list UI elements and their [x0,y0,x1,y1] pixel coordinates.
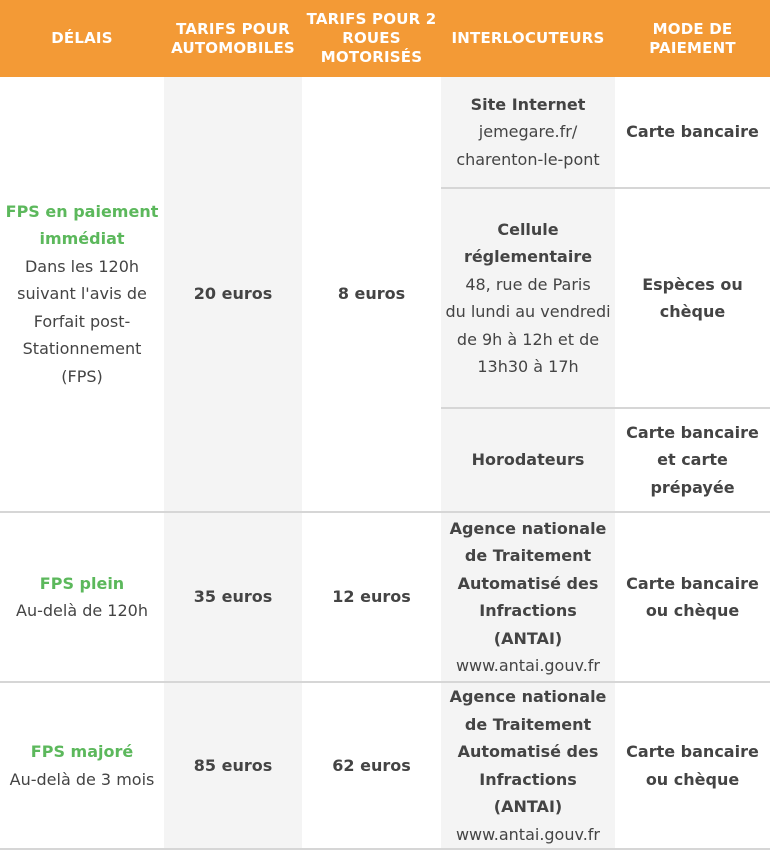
contact-title: Agence nationale de Traitement Automatisé des Infractions (ANTAI) [449,518,607,648]
contact-url: www.antai.gouv.fr [455,824,601,844]
contact-line: charenton-le-pont [456,149,600,169]
contact-line: de 9h à 12h et de 13h30 à 17h [456,329,600,376]
table-row [0,682,770,849]
contact-line: 48, rue de Paris [465,274,591,294]
interlocuteur-cell [441,188,615,408]
tarif-moto-cell: 12 euros [302,512,441,682]
table-row [0,512,770,682]
delai-title: FPS majoré [30,742,134,761]
delai-desc: Dans les 120h suivant l'avis de Forfait post-Stationnement (FPS) [17,256,147,386]
interlocuteur-cell [441,682,615,849]
contact-line: du lundi au vendredi [445,302,611,321]
header-interlocuteurs: INTERLOCUTEURS [441,0,615,77]
header-tarifs-2-roues: TARIFS POUR 2 ROUES MOTORISÉS [302,0,441,77]
contact-line: jemegare.fr/ [478,122,578,142]
paiement-cell: Carte bancaire [615,77,770,188]
interlocuteur-cell: Horodateurs [441,408,615,512]
paiement-cell: Carte bancaire et carte prépayée [615,408,770,512]
delai-title: FPS plein [39,573,125,593]
contact-title: Agence nationale de Traitement Automatisé des Infractions (ANTAI) [449,687,607,816]
paiement-cell: Espèces ou chèque [615,188,770,408]
interlocuteur-cell [441,512,615,682]
delai-cell [0,77,164,512]
delai-cell [0,512,164,682]
tarif-moto-cell: 8 euros [302,77,441,512]
paiement-cell: Carte bancaire ou chèque [615,512,770,682]
contact-url: www.antai.gouv.fr [455,656,601,675]
paiement-cell: Carte bancaire ou chèque [615,682,770,849]
tarif-moto-cell: 62 euros [302,682,441,849]
tarif-auto-cell: 35 euros [164,512,302,682]
contact-title: Cellule réglementaire [463,219,593,266]
interlocuteur-cell [441,77,615,188]
table-row [0,77,770,188]
header-delais: DÉLAIS [0,0,164,77]
delai-desc: Au-delà de 3 mois [9,769,155,789]
header-mode-paiement: MODE DE PAIEMENT [615,0,770,77]
tarif-auto-cell: 85 euros [164,682,302,849]
table-header-row [0,0,770,77]
delai-desc: Au-delà de 120h [16,601,148,620]
tarif-auto-cell: 20 euros [164,77,302,512]
contact-title: Site Internet [470,94,586,114]
delai-title: FPS en paiement immédiat [5,201,159,249]
delai-cell [0,682,164,849]
header-tarifs-automobiles: TARIFS POUR AUTOMOBILES [164,0,302,77]
